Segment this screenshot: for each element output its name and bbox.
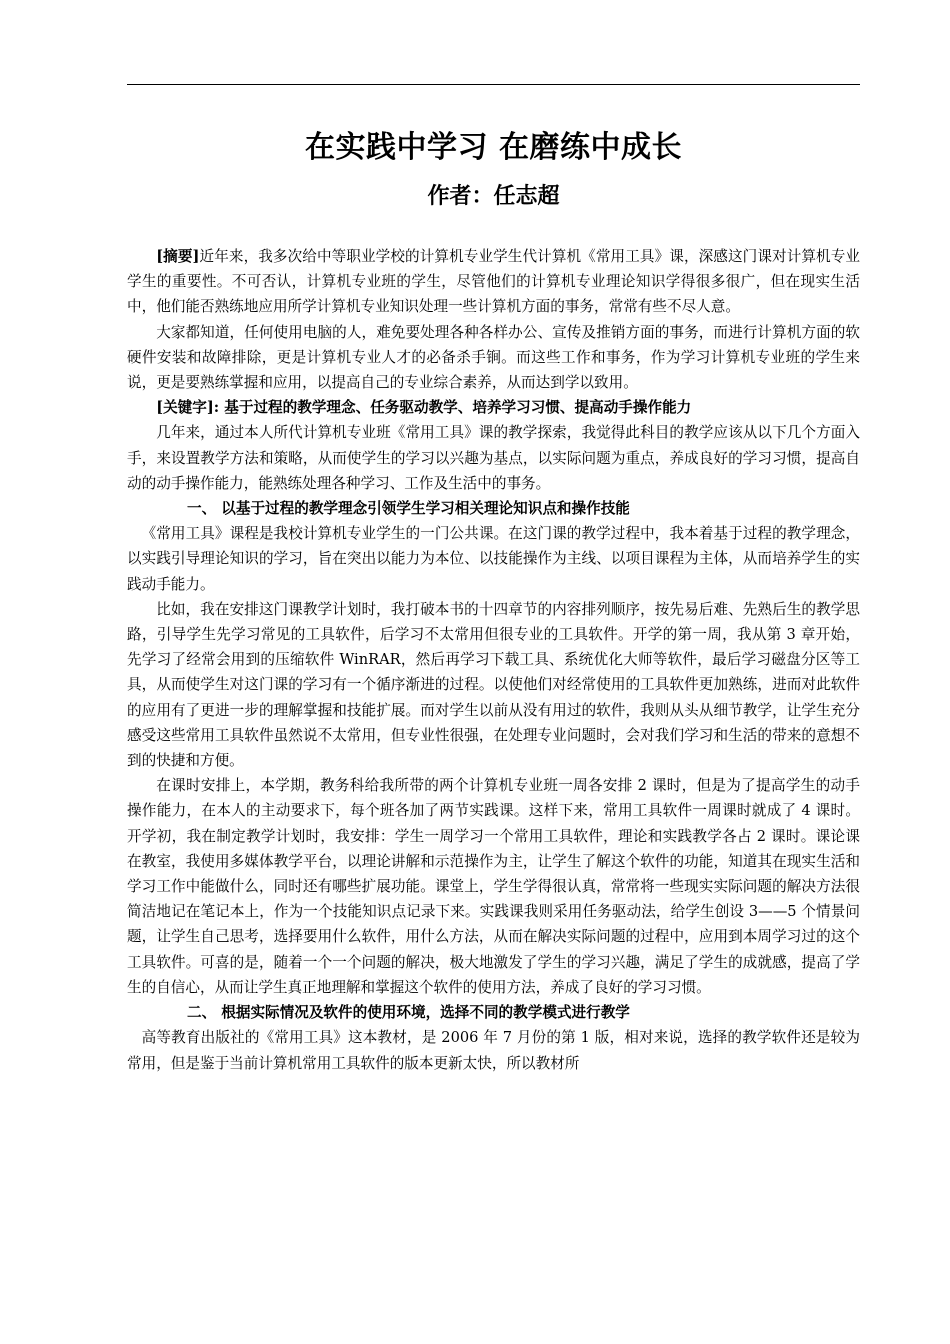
- section-2-paragraph-1: 高等教育出版社的《常用工具》这本教材，是 2006 年 7 月份的第 1 版，相对来说，选择的教学软件还是较为常用，但是鉴于当前计算机常用工具软件的版本更新太快，所以教材所: [127, 1029, 860, 1072]
- abstract-paragraph-2: 大家都知道，任何使用电脑的人，难免要处理各种各样办公、宣传及推销方面的事务，而进行计算机方面的软硬件安装和故障排除，更是计算机专业人才的必备杀手锏。而这些工作和事务，作为学习计算机专业班的学生来说，更是要熟练掌握和应用，以提高自己的专业综合素养，从而达到学以致用。: [127, 323, 860, 392]
- section-heading-1: 一、 以基于过程的教学理念引领学生学习相关理论知识点和操作技能: [187, 500, 630, 518]
- document-author: 作者：任志超: [427, 184, 560, 209]
- keywords-label: [关键字]:: [156, 399, 220, 417]
- keywords-text: 基于过程的教学理念、任务驱动教学、培养学习习惯、提高动手操作能力: [219, 399, 692, 417]
- section-1-paragraph-1: 《常用工具》课程是我校计算机专业学生的一门公共课。在这门课的教学过程中，我本着基于过程的教学理念，以实践引导理论知识的学习，旨在突出以能力为本位、以技能操作为主线、以项目课程为主体，从而培养学生的实践动手能力。: [127, 525, 860, 593]
- abstract-paragraph: [127, 244, 860, 320]
- keywords-line: [127, 395, 860, 420]
- abstract-label: [摘要]: [156, 248, 200, 265]
- abstract-text: 近年来，我多次给中等职业学校的计算机专业学生代计算机《常用工具》课，深感这门课对计算机专业学生的重要性。不可否认，计算机专业班的学生，尽管他们的计算机专业理论知识学得很多很广，但在现实生活中，他们能否熟练地应用所学计算机专业知识处理一些计算机方面的事务，常常有些不尽人意。: [127, 248, 860, 316]
- header-rule: [127, 84, 860, 85]
- document-title: 在实践中学习 在磨练中成长: [305, 130, 682, 165]
- section-1-paragraph-2: 比如，我在安排这门课教学计划时，我打破本书的十四章节的内容排列顺序，按先易后难、先熟后生的教学思路，引导学生先学习常见的工具软件，后学习不太常用但很专业的工具软件。开学的第一周，我从第 3 章开始，先学习了经常会用到的压缩软件 WinRAR，然后再学习下载工具、系统优化大师等软件，最后学习磁盘分区等工具，从而使学生对这门课的学习有一个循序渐进的过程。以使他们对经常使用的工具软件更加熟练，进而对此软件的应用有了更进一步的理解掌握和技能扩展。而对学生以前从没有用过的软件，我则从头从细节教学，让学生充分感受这些常用工具软件虽然说不太常用，但专业性很强，在处理专业问题时，会对我们学习和生活的带来的意想不到的快捷和方便。: [127, 600, 860, 770]
- document-body: [127, 244, 860, 1076]
- section-1-paragraph-3: 在课时安排上，本学期，教务科给我所带的两个计算机专业班一周各安排 2 课时，但是为了提高学生的动手操作能力，在本人的主动要求下，每个班各加了两节实践课。这样下来，常用工具软件一周课时就成了 4 课时。开学初，我在制定教学计划时，我安排：学生一周学习一个常用工具软件，理论和实践教学各占 2 课时。课论课在教室，我使用多媒体教学平台，以理论讲解和示范操作为主，让学生了解这个软件的功能，知道其在现实生活和学习工作中能做什么，同时还有哪些扩展功能。课堂上，学生学得很认真，常常将一些现实实际问题的解决方法很简洁地记在笔记本上，作为一个技能知识点记录下来。实践课我则采用任务驱动法，给学生创设 3——5 个情景问题，让学生自己思考，选择要用什么软件，用什么方法，从而在解决实际问题的过程中，应用到本周学习过的这个工具软件。可喜的是，随着一个一个问题的解决，极大地激发了学生的学习兴趣，满足了学生的成就感，提高了学生的自信心，从而让学生真正地理解和掌握这个软件的使用方法，养成了良好的学习习惯。: [127, 777, 860, 996]
- section-heading-2: 二、 根据实际情况及软件的使用环境，选择不同的教学模式进行教学: [187, 1004, 630, 1022]
- intro-paragraph: 几年来，通过本人所代计算机专业班《常用工具》课的教学探索，我觉得此科目的教学应该从以下几个方面入手，来设置教学方法和策略，从而使学生的学习以兴趣为基点，以实际问题为重点，养成良好的学习习惯，提高自动的动手操作能力，能熟练处理各种学习、工作及生活中的事务。: [127, 424, 860, 492]
